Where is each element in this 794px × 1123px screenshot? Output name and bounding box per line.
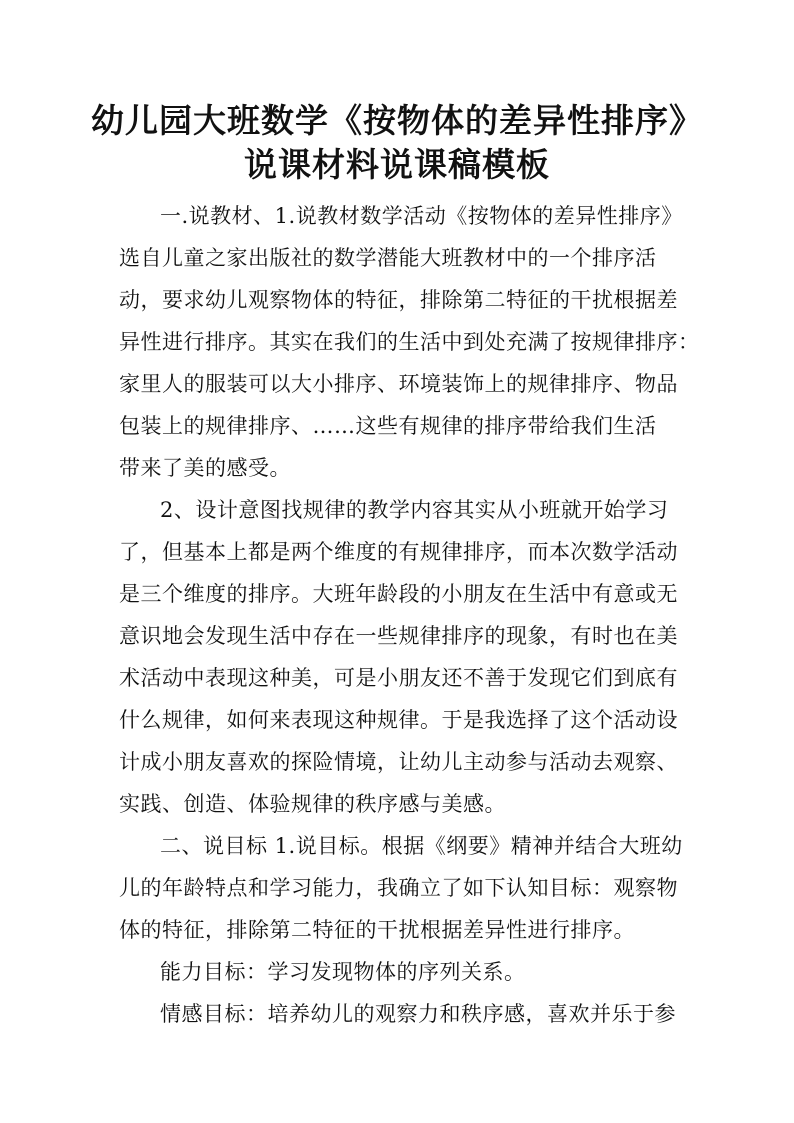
paragraph-line: 什么规律，如何来表现这种规律。于是我选择了这个活动设 bbox=[119, 708, 678, 732]
paragraph-line: 动，要求幼儿观察物体的特征，排除第二特征的干扰根据差 bbox=[119, 288, 678, 312]
paragraph-line: 包装上的规律排序、……这些有规律的排序带给我们生活 bbox=[119, 414, 657, 438]
document-title-line-1: 幼儿园大班数学《按物体的差异性排序》 bbox=[91, 101, 703, 140]
paragraph-line: 家里人的服装可以大小排序、环境装饰上的规律排序、物品 bbox=[119, 372, 678, 396]
paragraph-line: 带来了美的感受。 bbox=[119, 456, 291, 480]
paragraph-line: 意识地会发现生活中存在一些规律排序的现象，有时也在美 bbox=[119, 624, 678, 648]
document-title-line-2: 说课材料说课稿模板 bbox=[244, 145, 550, 184]
paragraph-line: 2、设计意图找规律的教学内容其实从小班就开始学习 bbox=[160, 498, 669, 522]
paragraph-line: 术活动中表现这种美，可是小朋友还不善于发现它们到底有 bbox=[119, 666, 678, 690]
paragraph-line: 一.说教材、1.说教材数学活动《按物体的差异性排序》 bbox=[160, 204, 683, 228]
paragraph-line: 能力目标：学习发现物体的序列关系。 bbox=[160, 960, 526, 984]
paragraph-line: 了，但基本上都是两个维度的有规律排序，而本次数学活动 bbox=[119, 540, 678, 564]
paragraph-line: 情感目标：培养幼儿的观察力和秩序感，喜欢并乐于参 bbox=[160, 1002, 676, 1026]
paragraph-line: 实践、创造、体验规律的秩序感与美感。 bbox=[119, 792, 506, 816]
paragraph-line: 选自儿童之家出版社的数学潜能大班教材中的一个排序活 bbox=[119, 246, 657, 270]
paragraph-line: 异性进行排序。其实在我们的生活中到处充满了按规律排序： bbox=[119, 330, 700, 354]
paragraph-line: 儿的年龄特点和学习能力，我确立了如下认知目标：观察物 bbox=[119, 876, 678, 900]
paragraph-line: 是三个维度的排序。大班年龄段的小朋友在生活中有意或无 bbox=[119, 582, 678, 606]
paragraph-line: 体的特征，排除第二特征的干扰根据差异性进行排序。 bbox=[119, 918, 635, 942]
paragraph-line: 计成小朋友喜欢的探险情境，让幼儿主动参与活动去观察、 bbox=[119, 750, 678, 774]
paragraph-line: 二、说目标 1.说目标。根据《纲要》精神并结合大班幼 bbox=[160, 834, 683, 858]
